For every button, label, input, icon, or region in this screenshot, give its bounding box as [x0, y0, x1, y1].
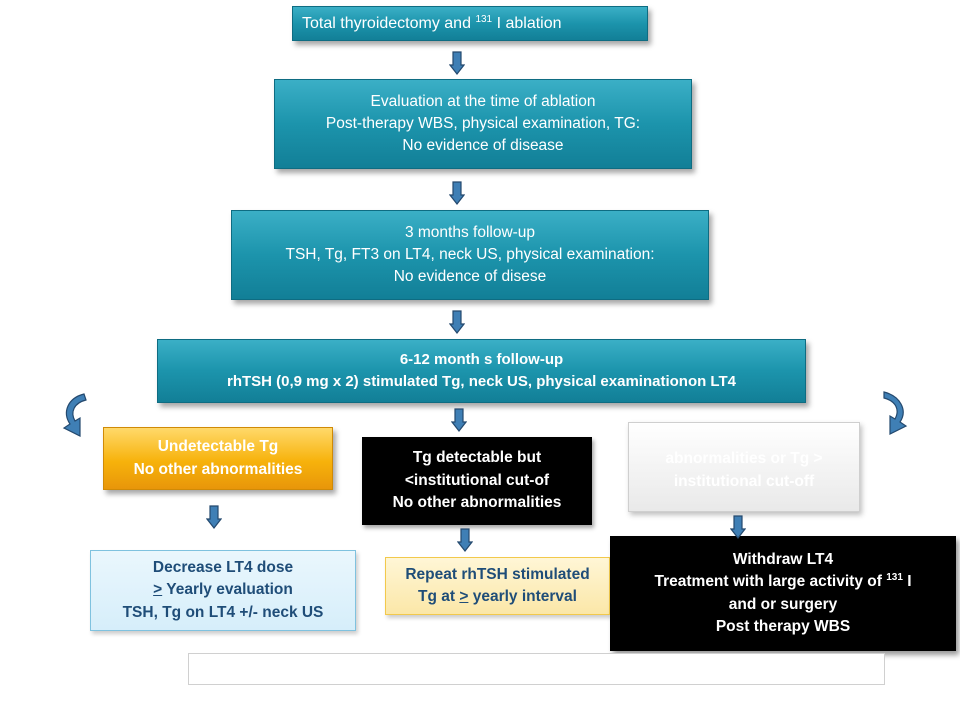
down-arrow-icon: [730, 515, 746, 539]
repeat-line-1: Repeat rhTSH stimulated: [405, 565, 590, 583]
withdraw-lt4-box: [610, 536, 956, 651]
repeat-line-2: Tg at > yearly interval: [418, 588, 577, 605]
six-twelve-line-2: rhTSH (0,9 mg x 2) stimulated Tg, neck US, physical examinationon LT4: [226, 373, 736, 390]
decrease-lt4-box: [90, 550, 356, 631]
withdraw-line-1: Withdraw LT4: [732, 550, 834, 568]
repeat-rhtsh-box: [385, 557, 610, 615]
three-months-box: [231, 210, 709, 300]
down-arrow-icon: [449, 310, 465, 334]
three-months-line-3: No evidence of disese: [393, 268, 547, 285]
down-arrow-icon: [449, 51, 465, 75]
evaluation-line-3: No evidence of disease: [402, 137, 564, 154]
detectable-line-3: No other abnormalities: [392, 494, 562, 512]
down-arrow-icon: [457, 528, 473, 552]
withdraw-line-4: Post therapy WBS: [715, 618, 851, 635]
three-months-line-1: 3 months follow-up: [404, 224, 536, 241]
six-twelve-line-1: 6-12 month s follow-up: [399, 351, 564, 368]
abnormalities-line-2: institutional cut-off: [673, 472, 815, 490]
detectable-line-2: <institutional cut-of: [404, 471, 550, 489]
undetectable-line-1: Undetectable Tg: [157, 438, 279, 455]
decrease-line-2: > Yearly evaluation: [153, 581, 293, 599]
curved-arrow-icon: [872, 388, 912, 440]
greater-equal-mark: >: [153, 581, 163, 599]
down-arrow-icon: [206, 505, 222, 529]
greater-equal-mark: >: [459, 588, 469, 605]
three-months-line-2: TSH, Tg, FT3 on LT4, neck US, physical examination:: [285, 246, 655, 263]
detectable-line-1: Tg detectable but: [412, 449, 542, 467]
abnormalities-text: [629, 441, 859, 493]
evaluation-line-1: Evaluation at the time of ablation: [370, 93, 596, 110]
title-box: [292, 6, 648, 41]
undetectable-tg-box: [103, 427, 333, 490]
down-arrow-icon: [451, 408, 467, 432]
abnormalities-line-1: abnormalities or Tg >: [665, 450, 823, 467]
undetectable-line-2: No other abnormalities: [133, 460, 303, 478]
tg-detectable-box: [362, 437, 592, 525]
withdraw-line-2: Treatment with large activity of $^{131}$ I: [654, 572, 912, 590]
curved-arrow-icon: [58, 390, 98, 442]
down-arrow-icon: [449, 181, 465, 205]
title-text: Total thyroidectomy and $^{131}$ I ablation: [302, 13, 562, 32]
evaluation-box: [274, 79, 692, 169]
decrease-line-3: TSH, Tg on LT4 +/- neck US: [122, 603, 324, 621]
abnormalities-box: [628, 422, 860, 512]
six-twelve-months-box: [157, 339, 806, 403]
empty-box: [188, 653, 885, 685]
evaluation-line-2: Post-therapy WBS, physical examination, TG:: [325, 115, 641, 132]
withdraw-line-3: and or surgery: [728, 595, 838, 613]
decrease-line-1: Decrease LT4 dose: [152, 558, 294, 576]
